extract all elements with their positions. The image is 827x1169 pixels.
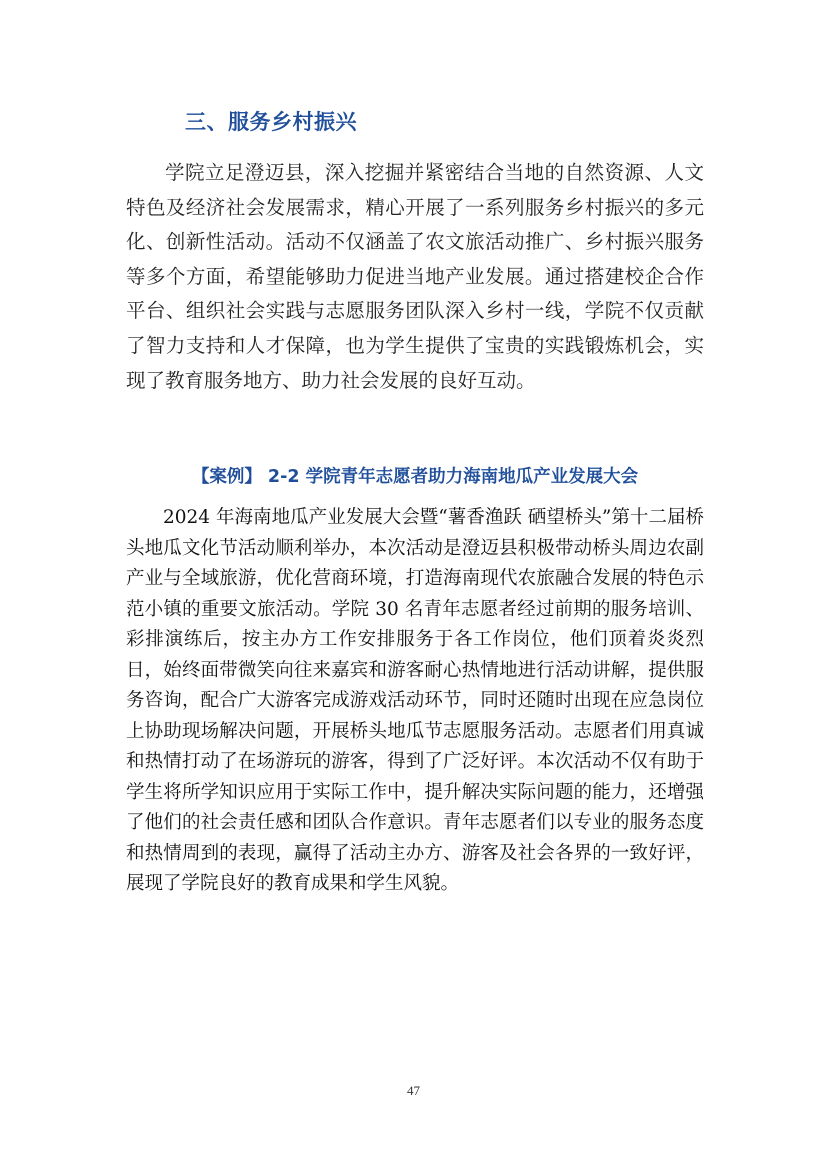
case-title: 【案例】 2-2 学院青年志愿者助力海南地瓜产业发展大会 xyxy=(191,467,639,487)
section-title: 三、服务乡村振兴 xyxy=(185,110,357,134)
case-body-paragraph: 2024 年海南地瓜产业发展大会暨“薯香渔跃 硒望桥头”第十二届桥头地瓜文化节活动顺利举办，本次活动是澄迈县积极带动桥头周边农副产业与全域旅游，优化营商环境，打造海南现代农旅融合发展的特色示范小镇的重要文旅活动。学院 30 名青年志愿者经过前期的服务培训、彩排演练后，按主办方工作安排服务于各工作岗位，他们顶着炎炎烈日，始终面带微笑向往来嘉宾和游客耐心热情地进行活动讲解，提供服务咨询，配合广大游客完成游戏活动环节，同时还随时出现在应急岗位上协助现场解决问题，开展桥头地瓜节志愿服务活动。志愿者们用真诚和热情打动了在场游玩的游客，得到了广泛好评。本次活动不仅有助于学生将所学知识应用于实际工作中，提升解决实际问题的能力，还增强了他们的社会责任感和团队合作意识。青年志愿者们以专业的服务态度和热情周到的表现，赢得了活动主办方、游客及社会各界的一致好评，展现了学院良好的教育成果和学生风貌。 xyxy=(126,507,704,894)
intro-paragraph: 学院立足澄迈县，深入挖掘并紧密结合当地的自然资源、人文特色及经济社会发展需求，精心开展了一系列服务乡村振兴的多元化、创新性活动。活动不仅涵盖了农文旅活动推广、乡村振兴服务等多个方面，希望能够助力促进当地产业发展。通过搭建校企合作平台、组织社会实践与志愿服务团队深入乡村一线，学院不仅贡献了智力支持和人才保障，也为学生提供了宝贵的实践锻炼机会，实现了教育服务地方、助力社会发展的良好互动。 xyxy=(126,161,704,392)
page-number: 47 xyxy=(407,1083,420,1098)
